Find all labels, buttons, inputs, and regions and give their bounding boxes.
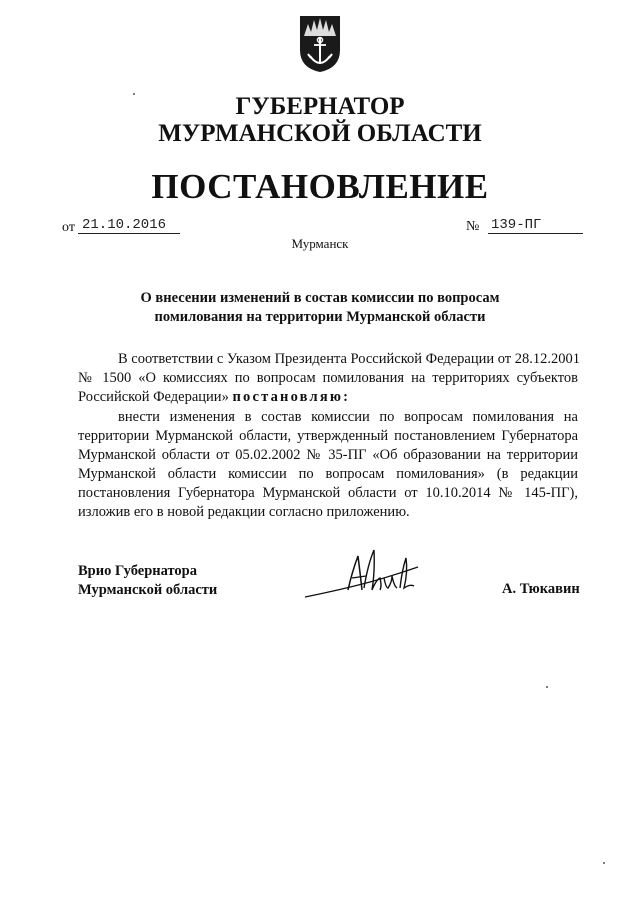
city-label: Мурманск [291,236,349,251]
subject-line1: О внесении изменений в состав комиссии по вопросам [140,290,500,306]
preamble-line3 [78,388,578,407]
preamble-line3-text: Российской Федерации» [78,389,229,405]
authority-title-line1: ГУБЕРНАТОР [235,93,405,120]
scan-speck [546,686,548,688]
resolution-line3: Мурманской области от 05.02.2002 № 35-ПГ «Об образовании на территории [78,447,578,463]
document-number: 139-ПГ [488,217,583,234]
signatory-position [78,562,217,600]
decree-word: постановляю: [232,389,351,405]
resolution-line4: Мурманской области комиссии по вопросам помилования» (в редакции [78,466,578,482]
coat-of-arms-icon [298,14,342,74]
preamble-line2: № 1500 «О комиссиях по вопросам помилования на территориях субъектов [78,370,578,386]
paragraph-resolution [78,408,578,522]
subject-line2: помилования на территории Мурманской области [154,309,486,325]
resolution-line1: внести изменения в состав комиссии по вопросам помилования на [118,409,578,425]
handwritten-signature [300,542,430,607]
signatory-name: А. Тюкавин [502,581,580,597]
paragraph-preamble [78,350,581,407]
signatory-position-line1: Врио Губернатора [78,563,197,579]
resolution-line2: территории Мурманской области, утвержденный постановлением Губернатора [78,428,578,444]
number-prefix: № [466,219,480,234]
scan-speck [603,862,605,864]
resolution-line5: постановления Губернатора Мурманской области от 10.10.2014 № 145-ПГ), [78,485,578,501]
document-date: 21.10.2016 [78,217,180,234]
signatory-position-line2: Мурманской области [78,582,218,598]
scan-speck [133,93,135,95]
document-type-title: ПОСТАНОВЛЕНИЕ [151,167,489,206]
date-prefix: от [62,220,75,235]
authority-title-line2: МУРМАНСКОЙ ОБЛАСТИ [158,120,482,147]
preamble-line1: В соответствии с Указом Президента Российской Федерации от 28.12.2001 [118,351,581,367]
resolution-line6: изложив его в новой редакции согласно приложению. [78,504,410,520]
